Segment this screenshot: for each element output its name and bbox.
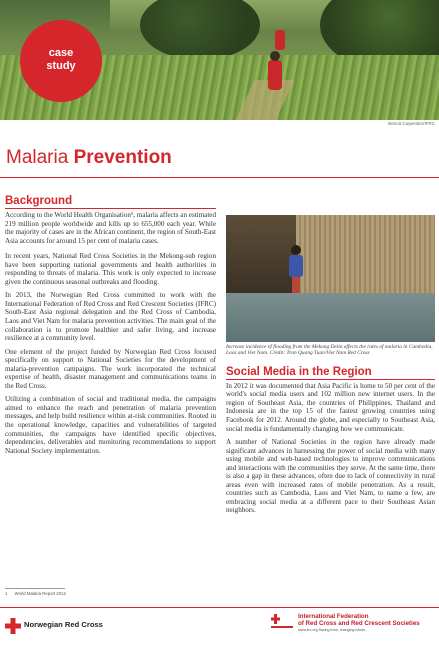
- flood-photo: [226, 215, 435, 342]
- footnote-text: World Malaria Report 2012: [14, 591, 66, 596]
- title-word2: Prevention: [73, 147, 172, 168]
- background-paragraph: Utilizing a combination of social and traditional media, the campaigns aimed to enhance the reach and penetration of malaria prevention messages, and help build resilience within at-risk communities. Rooted in the operational knowledge, capacities and vulnerabilities of targeted communities, the campaigns have identified specific objectives, dependencies, deliverables and monitoring recommendations to support National Society implementation.: [5, 395, 216, 455]
- background-paragraph: One element of the project funded by Norwegian Red Cross focused specifically on support to National Societies for the development of malaria-prevention campaigns. The work incorporated the technical expertise of health, disaster management and communications teams in the Red Cross.: [5, 347, 216, 390]
- right-column: [226, 215, 435, 520]
- footer-divider: [0, 607, 439, 608]
- background-paragraph: In 2013, the Norwegian Red Cross committed to work with the International Federation of Red Cross and Red Crescent Societies (IFRC) South-East Asia regional delegation and the Red Cross of Cambodia, Laos and Viet Nam for malaria prevention activities. The main goal of the collaboration is to promote healthier and safer living, and increase resilience at a community level.: [5, 291, 216, 343]
- hero-figure: [275, 30, 285, 50]
- social-paragraph: In 2012 it was documented that Asia Pacific is home to 50 per cent of the world's social media users and 102 million new internet users. In the region of Southeast Asia, the countries of Philippines, Thailand and Indonesia are in the top 15 of the fastest growing countries using Facebook for 2012. Around the globe, and especially to Southeast Asia, social media is fundamentally changing how we communicate.: [226, 381, 435, 433]
- social-paragraph: A number of National Societies in the region have already made significant advances in harnessing the power of social media with many using mobile and web-based technologies to improve communications and interactions with the communities they serve. At the same time, there is also a gap in these advances, often due to lack of connectivity in rural areas even with increased rates of mobile penetration. As a result, countries such as Cambodia, Laos and Viet Nam, to name a few, are embracing social media at a different pace to their Southeast Asian neighbors.: [226, 438, 435, 515]
- ifrc-name: [298, 613, 420, 627]
- badge-line1: case: [48, 47, 74, 59]
- ifrc-url: www.ifrc.org Saving lives, changing minds.: [298, 628, 366, 632]
- hero-tree: [140, 0, 260, 60]
- footnote-divider: [5, 588, 65, 589]
- hero-photo-credit: Benoit Carpentier/IFRC: [388, 121, 435, 126]
- red-cross-logo-icon: [5, 618, 21, 634]
- hero-figure: [268, 60, 282, 90]
- ifrc-line1: International Federation: [298, 613, 369, 620]
- footnote: [5, 591, 66, 596]
- background-paragraph: In recent years, National Red Cross Societies in the Mekong-sub region have been supporting national governments and health authorities in responding to threats of malaria. This work is only expected to increase given the continuous seasonal outbreaks and flooding.: [5, 252, 216, 286]
- page-title: [6, 147, 172, 169]
- background-heading: Background: [5, 195, 216, 209]
- case-study-badge: [20, 20, 102, 102]
- child-figure: [289, 255, 303, 277]
- title-word1: Malaria: [6, 147, 69, 168]
- background-section: [5, 195, 216, 460]
- hero-photo: [0, 0, 439, 120]
- background-paragraph: According to the World Health Organisation¹, malaria affects an estimated 219 million people worldwide and kills up to 655,000 each year. While the majority of cases are in the African continent, the region of South-East Asia accounts for around 15 per cent of malaria cases.: [5, 211, 216, 245]
- photo-caption: Increase incidence of flooding from the Mekong Delta affects the rates of malaria in Cambodia, Laos and Viet Nam. Credit: Tran Quang Tuan/Viet Nam Red Cross: [226, 344, 433, 357]
- norwegian-red-cross-name: Norwegian Red Cross: [24, 620, 103, 629]
- footnote-number: 1: [5, 591, 8, 596]
- ifrc-line2: of Red Cross and Red Crescent Societies: [298, 620, 420, 627]
- ifrc-logo-icon: [271, 614, 293, 629]
- title-divider: [0, 177, 439, 178]
- social-media-heading: Social Media in the Region: [226, 366, 435, 380]
- badge-line2: study: [46, 60, 76, 72]
